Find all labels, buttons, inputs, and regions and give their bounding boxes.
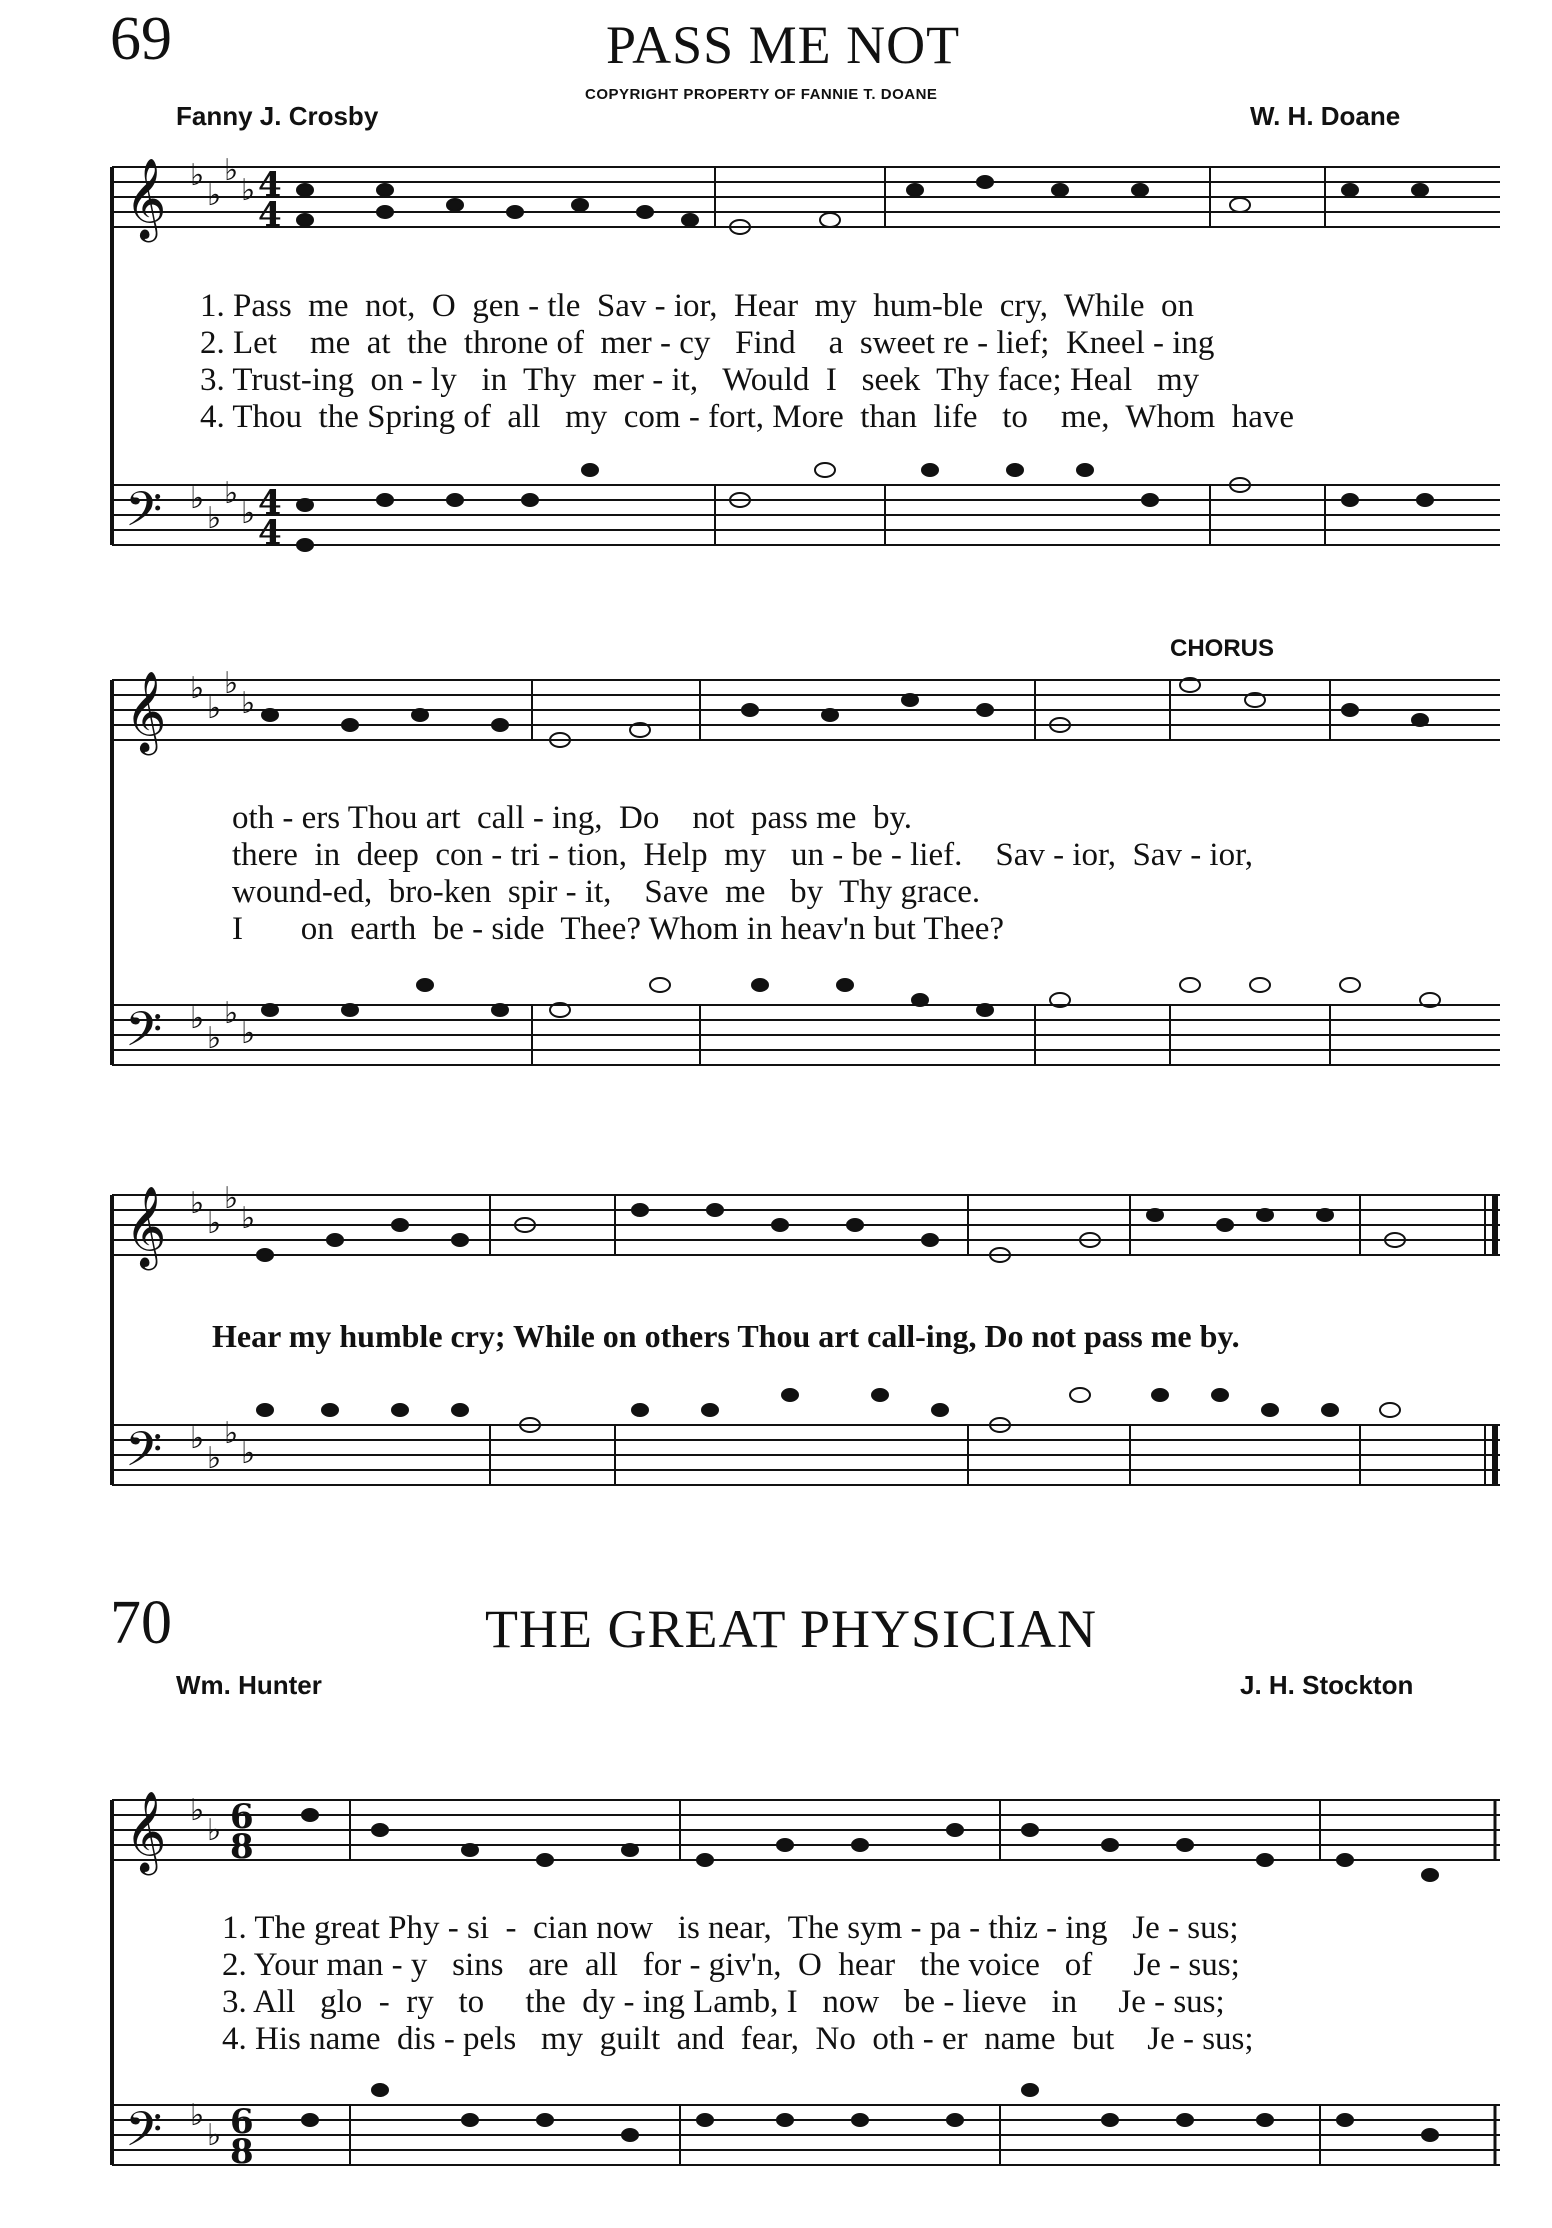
svg-text:♭: ♭ [224,666,239,701]
staff-treble-3 [112,1195,1500,1255]
svg-text:♭: ♭ [207,178,222,213]
verse-line-2: 2. Your man - y sins are all for - giv'n, O hear the voice of Je - sus; [222,1947,1240,1983]
svg-text:♭: ♭ [224,476,239,511]
svg-text:♭: ♭ [207,1206,222,1241]
verse-line-4-cont: I on earth be - side Thee? Whom in heav'n but Thee? [232,911,1005,947]
author-credit: Fanny J. Crosby [176,101,379,131]
svg-text:♭: ♭ [190,1001,205,1036]
refrain-line: Hear my humble cry; While on others Thou art call-ing, Do not pass me by. [212,1318,1240,1354]
svg-text:♭: ♭ [241,496,256,531]
svg-text:♭: ♭ [190,481,205,516]
svg-text:♭: ♭ [241,686,256,721]
svg-text:♭: ♭ [207,501,222,536]
svg-text:♭: ♭ [190,2098,205,2133]
hymn-title: THE GREAT PHYSICIAN [485,1599,1098,1659]
svg-text:♭: ♭ [224,996,239,1031]
verse-line-1-cont: oth - ers Thou art call - ing, Do not pass me by. [232,800,913,836]
svg-text:♭: ♭ [241,173,256,208]
treble-clef-icon: 𝄞 [125,670,167,752]
svg-text:♭: ♭ [241,1016,256,1051]
svg-text:4: 4 [258,165,282,205]
svg-text:8: 8 [230,2132,254,2172]
treble-clef-icon: 𝄞 [125,1790,167,1872]
verse-line-4: 4. His name dis - pels my guilt and fear, No oth - er name but Je - sus; [222,2021,1254,2057]
svg-text:♭: ♭ [207,1441,222,1476]
svg-text:♭: ♭ [190,158,205,193]
svg-text:♭: ♭ [241,1201,256,1236]
svg-text:♭: ♭ [207,1021,222,1056]
staff-treble-4 [112,1800,1500,1860]
svg-text:♭: ♭ [207,1813,222,1848]
verse-line-4: 4. Thou the Spring of all my com - fort, More than life to me, Whom have [200,399,1294,435]
svg-text:8: 8 [230,1827,254,1867]
verse-line-1: 1. Pass me not, O gen - tle Sav - ior, Hear my hum-ble cry, While on [200,288,1194,324]
notes [257,176,1440,2141]
svg-text:♭: ♭ [190,1793,205,1828]
hymn-number: 69 [110,5,172,73]
author-credit: Wm. Hunter [176,1670,322,1700]
composer-credit: J. H. Stockton [1240,1670,1414,1700]
staff-bass-3 [112,1425,1500,1485]
bass-clef-icon: 𝄢 [125,1001,163,1069]
chorus-label: CHORUS [1170,635,1275,662]
staff-treble-1 [112,167,1500,227]
verse-line-3: 3. All glo - ry to the dy - ing Lamb, I now be - lieve in Je - sus; [222,1984,1225,2020]
svg-text:♭: ♭ [190,671,205,706]
verse-line-2-cont: there in deep con - tri - tion, Help my un - be - lief. Sav - ior, Sav - ior, [232,837,1254,873]
staff-bass-4 [112,2105,1500,2165]
staff-bass-2 [112,1005,1500,1065]
svg-text:4: 4 [258,513,282,553]
hymn-title: PASS ME NOT [606,15,961,75]
verse-line-1: 1. The great Phy - si - cian now is near, The sym - pa - thiz - ing Je - sus; [222,1910,1239,1946]
verse-line-3-cont: wound-ed, bro-ken spir - it, Save me by Thy grace. [232,874,981,910]
svg-text:♭: ♭ [207,691,222,726]
svg-text:♭: ♭ [241,1436,256,1471]
svg-text:♭: ♭ [224,1181,239,1216]
staff-treble-2 [112,680,1500,740]
copyright-notice: COPYRIGHT PROPERTY OF FANNIE T. DOANE [585,86,938,103]
hymn-number: 70 [110,1589,172,1657]
bass-clef-icon: 𝄢 [125,2101,163,2169]
svg-text:♭: ♭ [224,153,239,188]
treble-clef-icon: 𝄞 [125,1185,167,1267]
svg-text:4: 4 [258,195,282,235]
bass-clef-icon: 𝄢 [125,1421,163,1489]
svg-text:♭: ♭ [190,1421,205,1456]
svg-text:6: 6 [230,2102,254,2142]
bass-clef-icon: 𝄢 [125,481,163,549]
svg-text:6: 6 [230,1797,254,1837]
staff-bass-1 [112,485,1500,545]
svg-text:4: 4 [258,483,282,523]
svg-text:♭: ♭ [190,1186,205,1221]
svg-text:♭: ♭ [224,1416,239,1451]
verse-line-3: 3. Trust-ing on - ly in Thy mer - it, Would I seek Thy face; Heal my [200,362,1200,398]
composer-credit: W. H. Doane [1250,101,1401,131]
verse-line-2: 2. Let me at the throne of mer - cy Find a sweet re - lief; Kneel - ing [200,325,1215,361]
treble-clef-icon: 𝄞 [125,157,167,239]
svg-text:♭: ♭ [207,2118,222,2153]
